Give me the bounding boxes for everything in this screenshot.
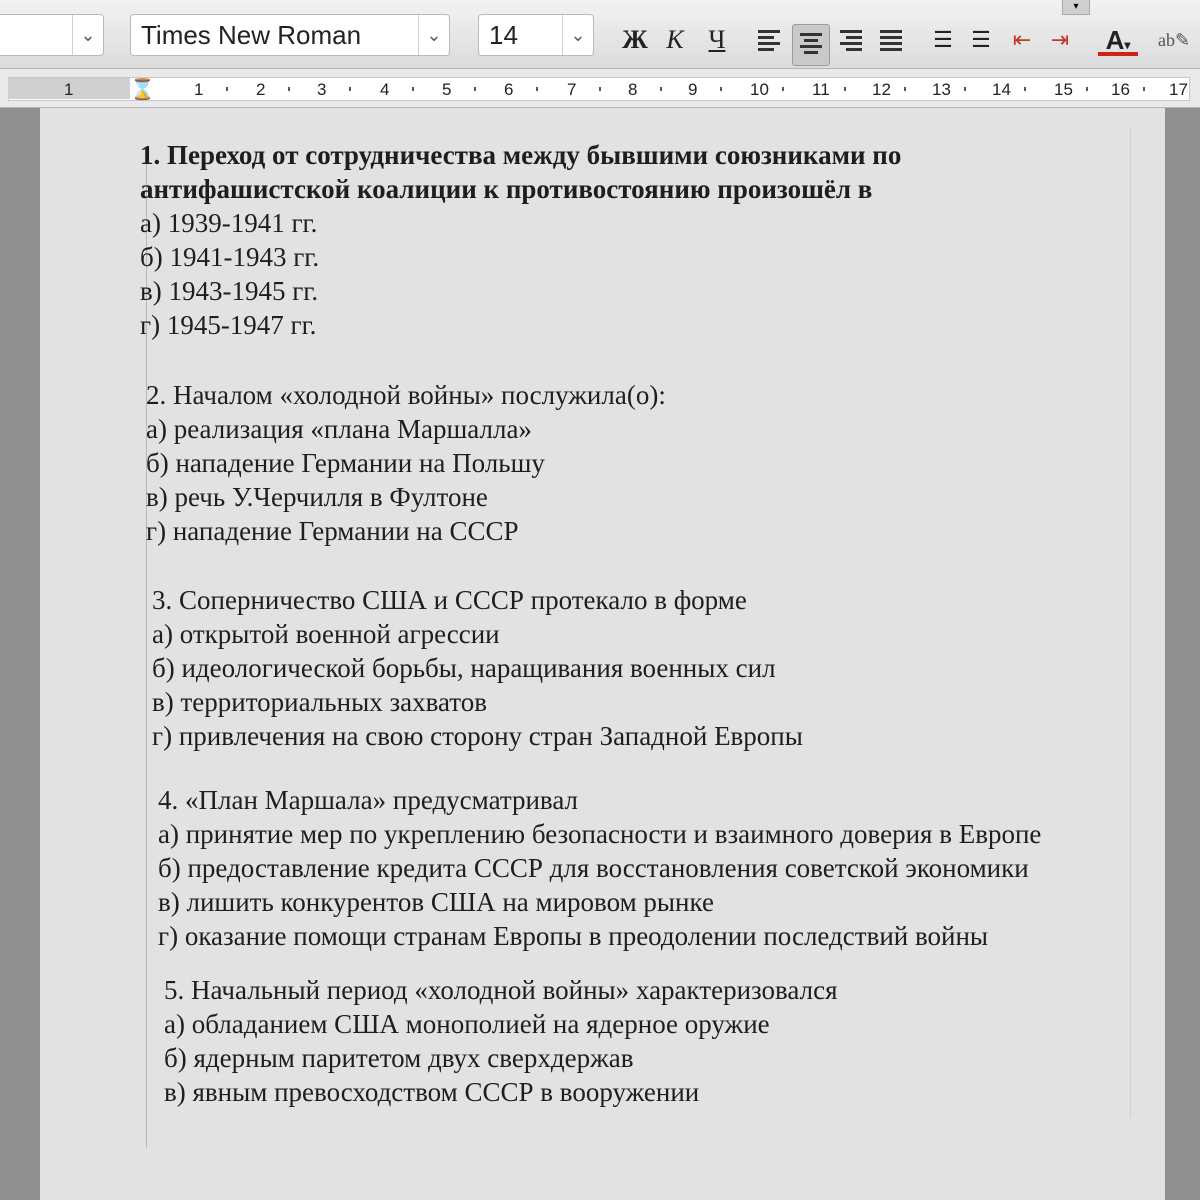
font-name-value: Times New Roman: [141, 20, 362, 50]
ruler-tick: [1024, 87, 1026, 91]
ruler-tick: [349, 87, 351, 91]
ruler-tick: [474, 87, 476, 91]
answer-option: в) явным превосходством СССР в вооружении: [164, 1077, 700, 1107]
spellcheck-button[interactable]: [1154, 22, 1194, 58]
chevron-down-icon[interactable]: ⌄: [72, 15, 103, 55]
answer-option: а) 1939-1941 гг.: [140, 208, 318, 238]
ruler-tick: [844, 87, 846, 91]
align-right-button[interactable]: [834, 22, 868, 58]
font-name-combo[interactable]: [130, 14, 450, 56]
increase-indent-icon: ⇥: [1050, 27, 1070, 52]
ruler-number: 14: [992, 80, 1011, 99]
chevron-down-icon[interactable]: ▾: [1124, 38, 1131, 52]
font-size-combo[interactable]: [478, 14, 594, 56]
question-title: антифашистской коалиции к противостоянию произошёл в: [140, 174, 873, 204]
ruler-number: 8: [628, 80, 638, 99]
answer-option: б) 1941-1943 гг.: [140, 242, 320, 272]
numbered-list-button[interactable]: [928, 22, 958, 58]
question-block: [140, 138, 901, 342]
decrease-indent-button[interactable]: [1006, 22, 1038, 58]
font-color-label: A: [1105, 25, 1125, 55]
ruler-tick: [904, 87, 906, 91]
answer-option: г) 1945-1947 гг.: [140, 310, 317, 340]
ruler-number: 11: [812, 80, 830, 99]
question-title: 2. Началом «холодной войны» послужила(о):: [146, 380, 666, 410]
answer-option: в) речь У.Черчилля в Фултоне: [146, 482, 488, 512]
answer-option: г) нападение Германии на СССР: [146, 516, 519, 546]
underline-button[interactable]: Ч: [708, 25, 726, 54]
spellcheck-label: ab: [1157, 30, 1175, 50]
align-left-icon: [758, 30, 780, 51]
answer-option: в) территориальных захватов: [152, 687, 487, 717]
ruler-tick: [1143, 87, 1145, 91]
ruler-number: 9: [688, 80, 698, 99]
ruler-number: 7: [567, 80, 577, 99]
answer-option: а) обладанием США монополией на ядерное оружие: [164, 1009, 770, 1039]
question-title: 1. Переход от сотрудничества между бывшими союзниками по: [140, 140, 902, 170]
answer-option: г) оказание помощи странам Европы в преодолении последствий войны: [158, 921, 989, 951]
answer-option: в) лишить конкурентов США на мировом рынке: [158, 887, 714, 917]
ruler-number: 1: [194, 80, 204, 99]
ruler-number: 10: [750, 80, 769, 99]
pencil-icon: ✎: [1174, 30, 1191, 50]
chevron-down-icon[interactable]: ⌄: [418, 15, 449, 55]
ruler-tick: [599, 87, 601, 91]
decrease-indent-icon: ⇤: [1012, 27, 1032, 52]
ruler-number: 2: [256, 80, 266, 99]
answer-option: б) нападение Германии на Польшу: [146, 448, 545, 478]
ruler-tick: [412, 87, 414, 91]
align-center-icon: [800, 33, 822, 54]
question-block: [152, 583, 803, 753]
question-title: 4. «План Маршала» предусматривал: [158, 785, 579, 815]
answer-option: г) привлечения на свою сторону стран Западной Европы: [152, 721, 803, 751]
answer-option: а) открытой военной агрессии: [152, 619, 500, 649]
question-block: [146, 378, 666, 548]
ruler-number: 6: [504, 80, 514, 99]
ruler-number: 12: [872, 80, 891, 99]
answer-option: б) идеологической борьбы, наращивания военных сил: [152, 653, 776, 683]
numbered-list-icon: ☰: [933, 27, 953, 52]
ruler-number: 15: [1054, 80, 1073, 99]
question-title: 5. Начальный период «холодной войны» характеризовался: [164, 975, 838, 1005]
horizontal-ruler[interactable]: [0, 69, 1200, 108]
chevron-down-icon[interactable]: ⌄: [562, 15, 593, 55]
document-page: [40, 108, 1165, 1200]
ruler-tick: [720, 87, 722, 91]
question-block: [158, 783, 1041, 953]
align-justify-icon: [880, 30, 902, 51]
answer-option: а) реализация «плана Маршалла»: [146, 414, 532, 444]
answer-option: а) принятие мер по укреплению безопасности и взаимного доверия в Европе: [158, 819, 1042, 849]
ruler-tick: [1086, 87, 1088, 91]
ruler-number: 1: [64, 80, 74, 99]
scroll-arrow-icon[interactable]: ▾: [1062, 0, 1090, 15]
text-boundary-right: [1130, 128, 1131, 1118]
ruler-tick: [536, 87, 538, 91]
bold-button[interactable]: Ж: [622, 25, 648, 54]
align-justify-button[interactable]: [874, 22, 908, 58]
ruler-tick: [964, 87, 966, 91]
bullet-list-button[interactable]: [966, 22, 996, 58]
indent-marker-icon[interactable]: ⌛: [130, 79, 155, 101]
ruler-number: 4: [380, 80, 390, 99]
ruler-number: 5: [442, 80, 452, 99]
align-center-button[interactable]: [792, 24, 830, 66]
align-right-icon: [840, 30, 862, 51]
answer-option: б) ядерным паритетом двух сверхдержав: [164, 1043, 634, 1073]
italic-button[interactable]: К: [666, 25, 684, 54]
align-left-button[interactable]: [752, 22, 786, 58]
formatting-toolbar: [0, 0, 1200, 69]
ruler-tick: [660, 87, 662, 91]
ruler-tick: [288, 87, 290, 91]
ruler-number: 17: [1169, 80, 1188, 99]
question-block: [164, 973, 838, 1109]
font-size-value: 14: [489, 20, 518, 50]
ruler-number: 16: [1111, 80, 1130, 99]
ruler-tick: [782, 87, 784, 91]
bullet-list-icon: ☰: [971, 27, 991, 52]
answer-option: в) 1943-1945 гг.: [140, 276, 319, 306]
ruler-number: 13: [932, 80, 951, 99]
style-combo[interactable]: [0, 14, 104, 56]
answer-option: б) предоставление кредита СССР для восстановления советской экономики: [158, 853, 1029, 883]
increase-indent-button[interactable]: [1044, 22, 1076, 58]
question-title: 3. Соперничество США и СССР протекало в форме: [152, 585, 747, 615]
ruler-number: 3: [317, 80, 327, 99]
ruler-tick: [226, 87, 228, 91]
font-color-button[interactable]: [1098, 22, 1138, 56]
